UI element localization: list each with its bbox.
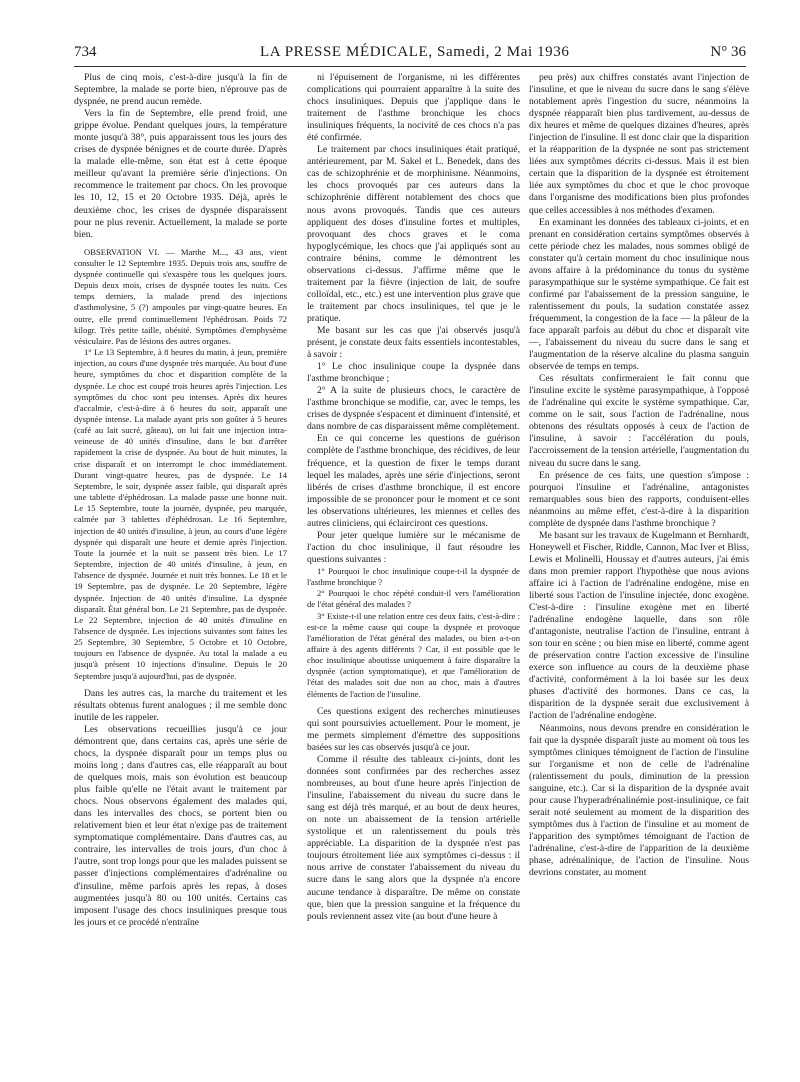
paragraph: Les observations recueillies jusqu'à ce jour démontrent que, dans certains cas, après une série de chocs, la dyspnée disparaît pour un temps plus ou moins long ; dans d'autres cas, elle réapparaît au bout de quelques mois, mais son évolution est beaucoup plus faible qu'elle ne l'était avant le traitement par chocs. Nous observons également des malades qui, dans les intervalles des chocs, se portent bien ou relativement bien et leur état n'exige pas de traitement symptomatique complémentaire. Dans d'autres cas, au contraire, les intervalles de trois jours, d'un choc à l'autre, sont trop longs pour que les malades puissent se passer d'injections complémentaires d'adrénaline ou d'insuline, même parfois après les repas, à doses augmentées jusqu'à 80 ou 100 unités. Certains cas imposent l'usage des chocs insuliniques presque tous les jours et ce procédé n'entraîne	[74, 723, 287, 928]
paragraph: ni l'épuisement de l'organisme, ni les différentes complications qui pourraient apparaître à la suite des chocs insuliniques. Depuis que j'applique dans le traitement de l'asthme bronchique les chocs insuliniques fréquents, la nocivité de ces chocs n'a pas été confirmée.	[307, 72, 520, 144]
paragraph: Ces questions exigent des recherches minutieuses qui sont poursuivies actuellement. Pour le moment, je me permets simplement d'émettre des suppositions basées sur les cas observés jusqu'à ce jour.	[307, 705, 520, 753]
paragraph: En présence de ces faits, une question s'impose : pourquoi l'insuline et l'adrénaline, antagonistes remarquables sous bien des rapports, conduisent-elles néanmoins au même effet, c'est-à-dire à la disparition complète de dyspnée dans l'asthme bronchique ?	[529, 469, 749, 529]
paragraph: peu près) aux chiffres constatés avant l'injection de l'insuline, et que le niveau du sucre dans le sang s'élève notablement après l'ingestion du sucre, néanmoins la dyspnée réapparaît bien plus tardivement, au-dessus de dix heures et même de quelques dizaines d'heures, après l'injection de l'insuline. Il est donc clair que la disparition et la réapparition de la dyspnée ne sont pas strictement liées aux symptômes décrits ci-dessus. Mais il est bien certain que la disparition de la dyspnée est étroitement liée aux symptômes du choc et que le choc provoque dans l'organisme des modifications bien plus profondes que celles accessibles à nos méthodes d'examen.	[529, 72, 749, 216]
paragraph: 1° Le 13 Septembre, à 8 heures du matin, à jeun, première injection, au cours d'une dyspnée très marquée. Au bout d'une heure, symptômes du choc et disparition complète de la dyspnée. Le choc est coupé trois heures après l'injection. Les symptômes du choc sont peu intenses. Après dix heures d'accalmie, c'est-à-dire à 6 heures du soir, apparaît une dyspnée intense. La malade ayant pris son goûter à 5 heures (café au lait sucré, gâteau), on lui fait une injection intra-veineuse de 40 unités d'insuline, dans le but d'arrêter rapidement la crise de dyspnée. Au bout de huit minutes, la crise disparaît et on interrompt le choc immédiatement. Durant vingt-quatre heures, pas de dyspnée. Le 14 Septembre, le soir, dyspnée assez faible, qui disparaît après une tablette d'éphédrosan. La malade passe une bonne nuit. Le 15 Septembre, toute la journée, dyspnée, peu marquée, calmée par 3 tablettes d'éphédrosan. Le 16 Septembre, injection de 40 unités d'insuline, à jeun, au cours d'une légère dyspnée qui disparaît une heure et demie après l'injection. Toute la journée et la nuit se passent très bien. Le 17 Septembre, injection de 40 unités d'insuline, à jeun, en l'absence de dyspnée. Journée et nuit très bonnes. Le 18 et le 19 Septembre, pas de dyspnée. Le 20 Septembre, légère dyspnée. Injection de 40 unités d'insuline. La dyspnée disparaît. État général bon. Le 21 Septembre, pas de dyspnée. Le 22 Septembre, injection de 40 unités d'insuline en l'absence de dyspnée. Les injections suivantes sont faites les 25 Septembre, 30 Septembre, 5 Octobre et 10 Octobre, toujours en l'absence de dyspnée. Au total la malade a eu jusqu'à présent 10 injections d'insuline. Depuis le 20 Septembre jusqu'à aujourd'hui, pas de dyspnée.	[74, 347, 287, 681]
paragraph: Me basant sur les cas que j'ai observés jusqu'à présent, je constate deux faits essentiels incontestables, à savoir :	[307, 324, 520, 361]
issue-number: N° 36	[710, 44, 746, 60]
paragraph: 2° A la suite de plusieurs chocs, le caractère de l'asthme bronchique se modifie, car, avec le temps, les crises de dyspnée s'espacent et diminuent d'intensité, et dans nombre de cas disparaissent même complètement.	[307, 385, 520, 433]
header-rule	[74, 66, 746, 67]
paragraph: Me basant sur les travaux de Kugelmann et Bernhardt, Honeywell et Fischer, Riddle, Cannon, Mac Iver et Bliss, Lewis et Molinelli, Houssay et d'autres auteurs, j'ai émis dans mon premier rapport l'hypothèse que nous avions affaire ici à l'action de l'adrénaline endogène, mise en liberté sous l'action de l'insuline injectée, donc exogène. C'est-à-dire : l'insuline exogène met en liberté l'adrénaline endogène laquelle, dans son rôle d'antagoniste, neutralise l'action de l'insuline, entrant à son tour en scène ; ou bien mise en liberté, comme agent de préservation contre l'action excessive de l'insuline exerce son influence au cours de la deuxième phase d'activité, conformément à la loi basée sur les deux phases d'activité des hormones. Dans ce cas, la disparition de la dyspnée serait due exclusivement à l'action de l'adrénaline endogène.	[529, 529, 749, 722]
paragraph: Pour jeter quelque lumière sur le mécanisme de l'action du choc insulinique, il faut résoudre les questions suivantes :	[307, 529, 520, 565]
paragraph: 1° Le choc insulinique coupe la dyspnée dans l'asthme bronchique ;	[307, 361, 520, 385]
paragraph: Vers la fin de Septembre, elle prend froid, une grippe évolue. Pendant quelques jours, la température monte jusqu'à 38°, puis apparaissent tous les jours des crises de dyspnée bénignes et de courte durée. D'après la malade elle-même, son état est à cette époque meilleur qu'avant la première série d'injections. On recommence le traitement par chocs. On les provoque les 10, 12, 15 et 20 Octobre 1935. Déjà, après le deuxième choc, les crises de dyspnée disparaissent pour ne plus revenir. Actuellement, la malade se porte bien.	[74, 108, 287, 240]
paragraph: Néanmoins, nous devons prendre en considération le fait que la dyspnée disparaît juste au moment où tous les symptômes cliniques témoignent de l'action de l'insuline sur l'organisme et non de celle de l'adrénaline (ralentissement du pouls, diminution de la pression sanguine, etc.). Car si la disparition de la dyspnée avait pour cause l'hyperadrénalinémie post-insulinique, ce fait serait noté seulement au moment de la disparition des symptômes dus à l'action de l'insuline et au moment de l'apparition des symptômes témoignant de l'action de l'adrénaline, c'est-à-dire de l'apparition de la deuxième phase, adrénalinique, de l'action de l'insuline. Nous devrions constater, au moment	[529, 722, 749, 879]
paragraph: 3° Existe-t-il une relation entre ces deux faits, c'est-à-dire : est-ce la même cause qui coupe la dyspnée et provoque l'amélioration de l'état général des malades, ou bien a-t-on affaire à des agents différents ? Car, il est possible que le choc insulinique aboutisse uniquement à faire disparaître la dyspnée (action symptomatique), et que l'amélioration de l'état des malades soit due non au choc, mais à d'autres éléments de l'action de l'insuline.	[307, 610, 520, 699]
page-header	[74, 44, 746, 66]
text-column-right	[529, 72, 749, 1072]
paragraph: 2° Pourquoi le choc répété conduit-il vers l'amélioration de l'état général des malades ?	[307, 588, 520, 610]
paragraph: 1° Pourquoi le choc insulinique coupe-t-il la dyspnée de l'asthme bronchique ?	[307, 565, 520, 588]
text-column-left	[74, 72, 287, 1072]
paragraph: Comme il résulte des tableaux ci-joints, dont les données sont confirmées par des recherches assez nombreuses, au bout d'une heure après l'injection de l'insuline, l'abaissement du niveau du sucre dans le sang est déjà très marqué, et au bout de deux heures, on note un abaissement de la tension artérielle systolique et un ralentissement du pouls très appréciable. La disparition de la dyspnée n'est pas toujours étroitement liée aux symptômes ci-dessus : il nous arrive de constater l'abaissement du niveau du sucre dans le sang alors que la dyspnée n'a encore aucune tendance à disparaître. De même on constate que, bien que la pression sanguine et la fréquence du pouls reviennent assez vite (au bout d'une heure à	[307, 753, 520, 922]
paragraph: OBSERVATION VI. — Marthe M..., 43 ans, vient consulter le 12 Septembre 1935. Depuis trois ans, souffre de dyspnée continuelle qui s'exaspère tous les quelques jours. Depuis deux mois, crises de dyspnée toutes les nuits. Ces temps derniers, la malade prend des injections d'asthmolysine, 5 (?) ampoules par vingt-quatre heures. En outre, elle prend continuellement l'éphédrosan. Poids 72 kilogr. Très petite taille, obésité. Symptômes d'emphysème vésiculaire. Pas de lésions des autres organes.	[74, 246, 287, 346]
publication-title: LA PRESSE MÉDICALE, Samedi, 2 Mai 1936	[260, 44, 570, 60]
paragraph: Ces résultats confirmeraient le fait connu que l'insuline excite le système parasympathique, à l'opposé de l'adrénaline qui excite le système sympathique. Car, comme on le sait, sous l'action de l'adrénaline, nous obtenons des résultats opposés à ceux de l'action de l'insuline, à savoir : l'accélération du pouls, l'accroissement de la tension artérielle, l'augmentation du niveau du sucre dans le sang.	[529, 373, 749, 469]
paragraph: En examinant les données des tableaux ci-joints, et en prenant en considération certains symptômes observés à cette période chez les malades, nous sommes obligé de constater qu'à certain moment du choc insulinique nous avons affaire à la prédominance du tonus du système parasympathique sur le système sympathique. Ce fait est confirmé par l'abaissement de la pression sanguine, le ralentissement du pouls, la sudation constatée assez fréquemment, la congestion de la face — la pâleur de la face apparaît parfois au début du choc et disparaît vite —, l'abaissement du niveau du sucre dans le sang et l'augmentation de la réserve alcaline du plasma sanguin observée de temps en temps.	[529, 216, 749, 373]
text-column-middle	[307, 72, 520, 1072]
paragraph: Dans les autres cas, la marche du traitement et les résultats obtenus furent analogues ; il me semble donc inutile de les rappeler.	[74, 687, 287, 723]
paragraph: Le traitement par chocs insuliniques était pratiqué, antérieurement, par M. Sakel et L. Benedek, dans des cas de schizophrénie et de morphinisme. Néanmoins, les chocs provoqués par ces auteurs dans la schizophrénie diffèrent notablement des chocs que nous avons provoqués. Tandis que ces auteurs appliquent des doses d'insuline fortes et multiples, provoquant des chocs graves et le coma hypoglycémique, les chocs que j'ai appliqués sont au contraire bénins, comme le démontrent les observations ci-dessus. J'affirme même que le traitement par la fièvre (injection de lait, de soufre colloïdal, etc., etc.) est une intervention plus grave que le traitement par chocs insuliniques, tel que je le pratique.	[307, 144, 520, 324]
paragraph: En ce qui concerne les questions de guérison complète de l'asthme bronchique, des récidives, de leur fréquence, et la question de fixer le temps durant lequel les malades, après une série d'injections, seront libérés de crises d'asthme bronchique, il est encore impossible de se prononcer pour le moment et ce sont les observations ultérieures, les miennes et celles des autres cliniciens, qui éclairciront ces questions.	[307, 433, 520, 529]
page-number: 734	[74, 44, 97, 60]
paragraph: Plus de cinq mois, c'est-à-dire jusqu'à la fin de Septembre, la malade se porte bien, n'éprouve pas de dyspnée, ne prend aucun remède.	[74, 72, 287, 108]
